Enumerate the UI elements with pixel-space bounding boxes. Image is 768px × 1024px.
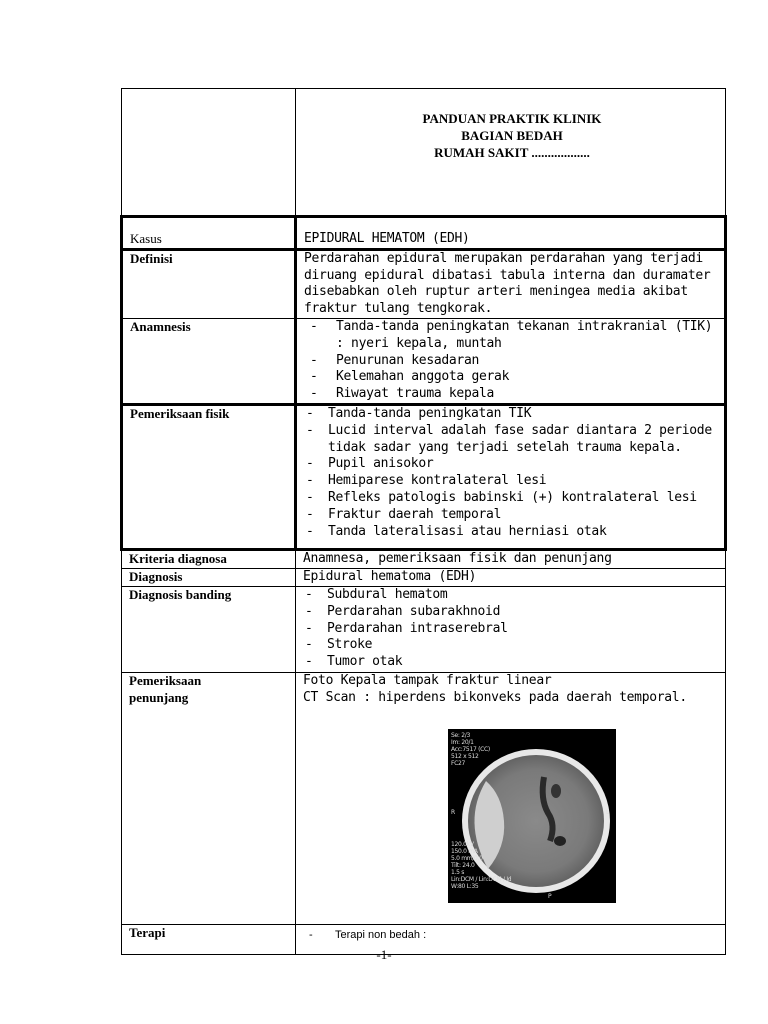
clinical-guideline-table — [120, 88, 727, 955]
ct-text: 1.5 s — [451, 868, 465, 876]
pemeriksaan-fisik-label: Pemeriksaan fisik — [122, 404, 296, 549]
ct-marker-right: L — [606, 808, 610, 816]
ct-text: 512 x 512 — [451, 752, 479, 760]
list-item: - Riwayat trauma kepala — [304, 386, 720, 403]
diagnosis-banding-list — [303, 587, 721, 671]
ct-text: Acc:7517 (CC) — [451, 745, 490, 753]
header-line-3: RUMAH SAKIT .................. — [434, 144, 590, 160]
kriteria-value: Anamnesa, pemeriksaan fisik dan penunjang — [296, 550, 726, 569]
ct-text: FC27 — [451, 759, 466, 767]
header-empty-cell — [122, 89, 296, 217]
kriteria-label: Kriteria diagnosa — [122, 550, 296, 569]
page-number: -1- — [376, 947, 392, 962]
list-item: - Fraktur daerah temporal — [304, 507, 720, 524]
penunjang-line-2: CT Scan : hiperdens bikonveks pada daerah temporal. — [303, 689, 687, 705]
list-item: - Pupil anisokor — [304, 456, 720, 473]
diagnosis-banding-value — [296, 586, 726, 672]
ct-text: W:80 L:35 — [451, 882, 479, 890]
ct-overlay-top — [451, 732, 490, 767]
diagnosis-banding-label: Diagnosis banding — [122, 586, 296, 672]
pemeriksaan-fisik-value — [296, 404, 726, 549]
ct-overlay-bottom — [451, 841, 511, 890]
list-item: - Tanda-tanda peningkatan TIK — [304, 406, 720, 423]
row-diagnosis-banding — [122, 586, 726, 672]
ct-text: 5.0 mm/0.0 — [451, 854, 483, 862]
penunjang-label — [122, 672, 296, 924]
terapi-label: Terapi — [122, 925, 296, 955]
ct-text: 120.0kV — [451, 840, 474, 848]
ventricle-dark — [554, 836, 566, 846]
header-line-1: PANDUAN PRAKTIK KLINIK — [422, 111, 602, 126]
ct-marker-bottom: P — [548, 892, 552, 900]
diagnosis-label: Diagnosis — [122, 569, 296, 587]
header-row — [122, 89, 726, 217]
list-item: - Tanda-tanda peningkatan tekanan intrakranial (TIK) : nyeri kepala, muntah — [304, 319, 720, 353]
ct-text: Tilt: 24.0 — [451, 861, 475, 869]
row-kasus — [122, 217, 726, 250]
definisi-label: Definisi — [122, 249, 296, 318]
penunjang-value — [296, 672, 726, 924]
pemeriksaan-fisik-list — [304, 406, 720, 540]
ct-text: Im: 20/1 — [451, 738, 474, 746]
terapi-list — [303, 925, 721, 944]
list-item: - Perdarahan subarakhnoid — [303, 604, 721, 621]
row-pemeriksaan-fisik — [122, 404, 726, 549]
anamnesis-value — [296, 318, 726, 404]
ventricle-dark — [551, 784, 561, 798]
row-pemeriksaan-penunjang — [122, 672, 726, 924]
list-item: - Lucid interval adalah fase sadar diantara 2 periode tidak sadar yang terjadi setelah trauma kepala. — [304, 423, 720, 457]
header-title-cell — [296, 89, 726, 217]
list-item: - Perdarahan intraserebral — [303, 621, 721, 638]
row-kriteria-diagnosa — [122, 550, 726, 569]
anamnesis-label: Anamnesis — [122, 318, 296, 404]
header-line-2: BAGIAN BEDAH — [461, 127, 563, 143]
penunjang-label-line-2: penunjang — [129, 689, 189, 705]
list-item: - Stroke — [303, 637, 721, 654]
kasus-value: EPIDURAL HEMATOM (EDH) — [296, 217, 726, 250]
row-definisi — [122, 249, 726, 318]
ct-text: 150.0 mA — [451, 847, 478, 855]
ct-scan-image — [448, 729, 616, 903]
ct-text: Lin:DCM / Lin:DCM / Id — [451, 875, 512, 883]
list-item: - Hemiparese kontralateral lesi — [304, 473, 720, 490]
list-item: - Tumor otak — [303, 654, 721, 671]
kasus-label: Kasus — [122, 217, 296, 250]
anamnesis-list — [304, 319, 720, 403]
ct-scan-wrapper — [303, 707, 721, 925]
row-anamnesis — [122, 318, 726, 404]
list-item: - Kelemahan anggota gerak — [304, 369, 720, 386]
penunjang-label-line-1: Pemeriksaan — [129, 672, 202, 688]
definisi-value: Perdarahan epidural merupakan perdarahan yang terjadi diruang epidural dibatasi tabula interna dan duramater disebabkan oleh ruptur arteri meningea media akibat fraktur tulang tengkorak. — [296, 249, 726, 318]
list-item: - Terapi non bedah : — [303, 927, 721, 944]
row-diagnosis — [122, 569, 726, 587]
diagnosis-value: Epidural hematoma (EDH) — [296, 569, 726, 587]
list-item: - Subdural hematom — [303, 587, 721, 604]
ct-text: Se: 2/3 — [451, 731, 470, 739]
ct-marker-left: R — [451, 808, 455, 816]
list-item: - Tanda lateralisasi atau herniasi otak — [304, 524, 720, 541]
list-item: - Refleks patologis babinski (+) kontralateral lesi — [304, 490, 720, 507]
penunjang-line-1: Foto Kepala tampak fraktur linear — [303, 672, 552, 688]
list-item: - Penurunan kesadaran — [304, 353, 720, 370]
